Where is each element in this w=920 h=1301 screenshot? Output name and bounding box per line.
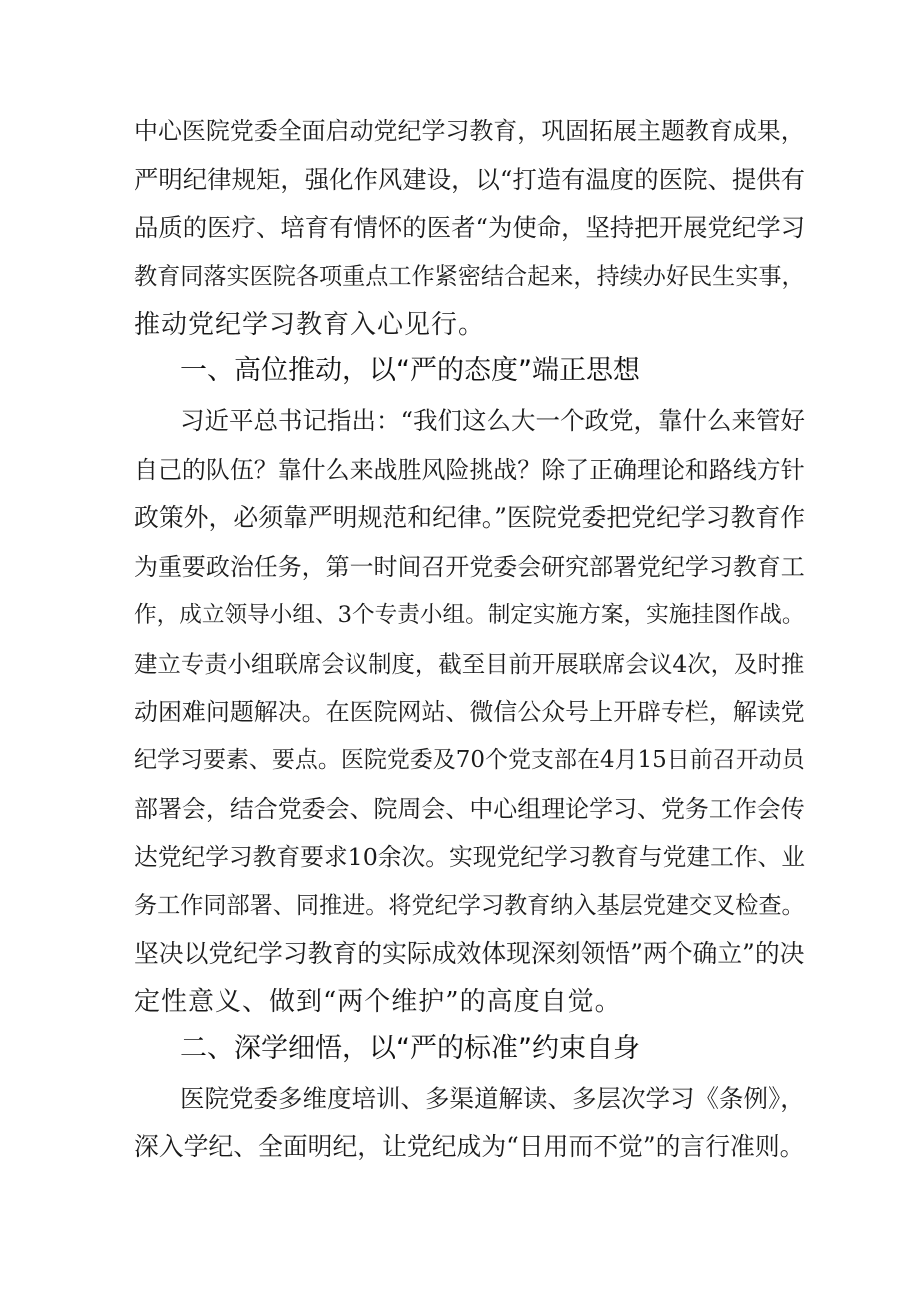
section-1-line-7: 动困难问题解决。在医院网站、微信公众号上开辟专栏，解读党: [134, 698, 805, 726]
section-1-line-4: 为重要政治任务，第一时间召开党委会研究部署党纪学习教育工: [134, 553, 805, 581]
section-1-heading: 一、高位推动，以“严的态度”端正思想: [180, 355, 640, 386]
section-1-line-6: 建立专责小组联席会议制度，截至目前开展联席会议4次，及时推: [134, 650, 805, 678]
section-1-line-12: 坚决以党纪学习教育的实际成效体现深刻领悟”两个确立”的决: [134, 939, 805, 968]
intro-line-2: 严明纪律规矩，强化作风建设，以“打造有温度的医院、提供有: [134, 165, 806, 194]
section-1-line-8: 纪学习要素、要点。医院党委及70个党支部在4月15日前召开动员: [134, 747, 805, 773]
intro-line-5: 推动党纪学习教育入心见行。: [134, 310, 486, 340]
intro-line-4: 教育同落实医院各项重点工作紧密结合起来，持续办好民生实事，: [134, 264, 805, 290]
section-2-heading: 二、深学细悟，以“严的标准”约束自身: [180, 1033, 640, 1064]
section-2-line-1: 医院党委多维度培训、多渠道解读、多层次学习《条例》，: [180, 1084, 805, 1113]
section-1-line-3: 政策外，必须靠严明规范和纪律。”医院党委把党纪学习教育作: [134, 503, 806, 532]
section-1-line-10: 达党纪学习教育要求10余次。实现党纪学习教育与党建工作、业: [134, 843, 806, 871]
intro-line-3: 品质的医疗、培育有情怀的医者“为使命，坚持把开展党纪学习: [134, 213, 806, 242]
section-1-line-9: 部署会，结合党委会、院周会、中心组理论学习、党务工作会传: [134, 795, 805, 823]
section-1-line-2: 自己的队伍？靠什么来战胜风险挑战？除了正确理论和路线方针: [134, 456, 805, 484]
section-1-line-13: 定性意义、做到“两个维护”的高度自觉。: [134, 987, 622, 1017]
intro-line-1: 中心医院党委全面启动党纪学习教育，巩固拓展主题教育成果，: [134, 117, 805, 145]
section-1-line-1: 习近平总书记指出：“我们这么大一个政党，靠什么来管好: [180, 406, 806, 435]
section-2-line-2: 深入学纪、全面明纪，让党纪成为“日用而不觉”的言行准则。: [134, 1132, 805, 1161]
section-1-line-5: 作，成立领导小组、3个专责小组。制定实施方案，实施挂图作战。: [134, 602, 805, 628]
section-1-line-11: 务工作同部署、同推进。将党纪学习教育纳入基层党建交叉检查。: [134, 893, 805, 919]
